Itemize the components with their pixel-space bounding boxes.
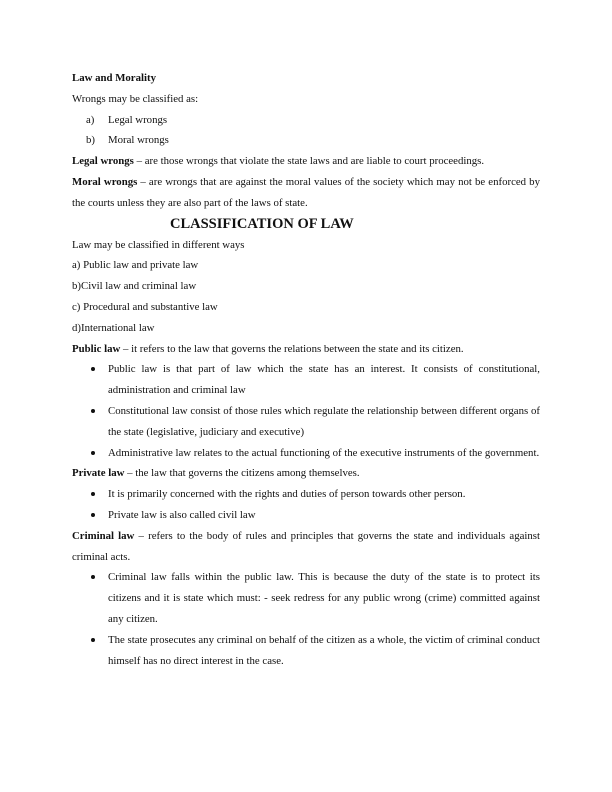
term: Criminal law — [72, 529, 135, 542]
definition: – the law that governs the citizens among themselves. — [124, 467, 360, 480]
term: Private law — [72, 467, 125, 480]
moral-def — [72, 172, 540, 214]
public-def — [72, 339, 540, 360]
list-marker: a) — [86, 113, 95, 126]
definition: – are those wrongs that violate the state laws and are liable to court proceedings. — [133, 155, 485, 168]
class-item: a) Public law and private law — [72, 259, 199, 272]
definition: – it refers to the law that governs the relations between the state and its citizen. — [120, 342, 464, 355]
private-def — [72, 463, 540, 484]
class-item: b)Civil law and criminal law — [72, 280, 197, 293]
legal-def — [72, 151, 540, 172]
bullet-item: Public law is that part of law which the state has an interest. It consists of constitutional, administration and criminal law — [72, 359, 540, 401]
term: Legal wrongs — [72, 155, 134, 168]
bullet-item: Criminal law falls within the public law. This is because the duty of the state is to protect its citizens and it is state which must: - seek redress for any public wrong (crime) committed against any citizen. — [72, 567, 540, 629]
class-item: c) Procedural and substantive law — [72, 300, 218, 313]
definition: – refers to the body of rules and principles that governs the state and individuals against criminal acts. — [72, 529, 540, 563]
bullet-item: Administrative law relates to the actual functioning of the executive instruments of the government. — [72, 443, 540, 464]
bullet-item: Constitutional law consist of those rules which regulate the relationship between different organs of the state (legislative, judiciary and executive) — [72, 401, 540, 443]
bullet-item: It is primarily concerned with the rights and duties of person towards other person. — [72, 484, 540, 505]
intro: Wrongs may be classified as: — [72, 92, 199, 105]
criminal-def — [72, 526, 540, 568]
class-item: d)International law — [72, 321, 155, 334]
bullet-item: The state prosecutes any criminal on behalf of the citizen as a whole, the victim of criminal conduct himself has no direct interest in the case. — [72, 630, 540, 672]
heading: Law and Morality — [72, 72, 156, 84]
list-item — [72, 110, 540, 131]
list-text: Legal wrongs — [108, 113, 168, 126]
document-page — [72, 68, 540, 671]
term: Moral wrongs — [72, 175, 138, 188]
section-title: CLASSIFICATION OF LAW — [170, 215, 354, 232]
list-text: Moral wrongs — [108, 134, 169, 147]
list-marker: b) — [86, 134, 95, 147]
definition: – are wrongs that are against the moral values of the society which may not be enforced by the courts unless they are also part of the laws of state. — [72, 175, 540, 209]
term: Public law — [72, 342, 121, 355]
class-intro: Law may be classified in different ways — [72, 238, 245, 251]
bullet-item: Private law is also called civil law — [72, 505, 540, 526]
list-item — [72, 130, 540, 151]
